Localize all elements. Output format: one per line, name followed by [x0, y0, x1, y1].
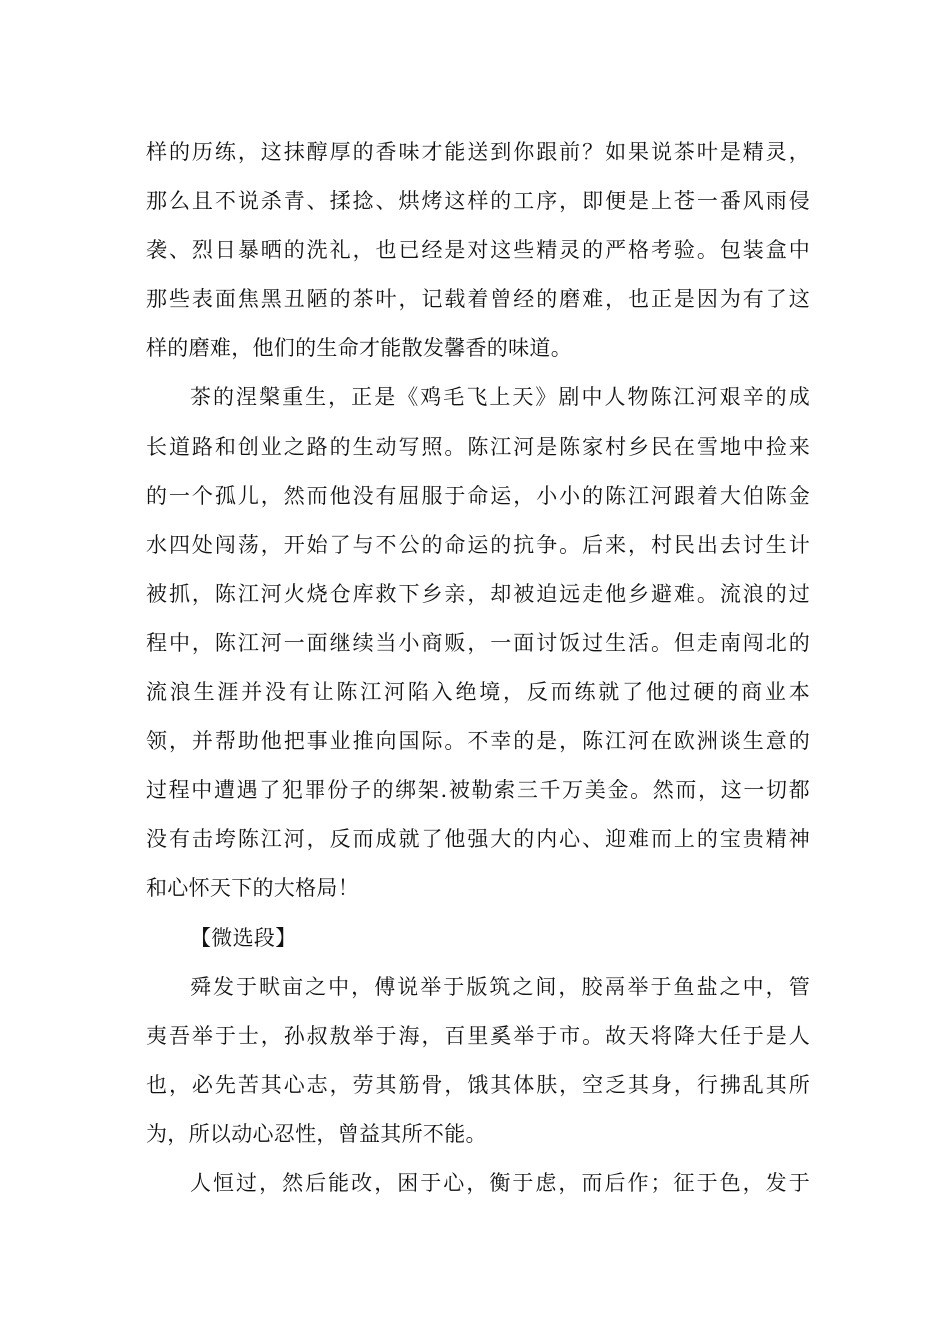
text-line: 样的历练，这抹醇厚的香味才能送到你跟前？如果说茶叶是精灵， [146, 140, 810, 164]
text-line: 为，所以动心忍性，曾益其所不能。 [146, 1121, 487, 1146]
section-label-excerpt [146, 914, 810, 963]
text-line: 样的磨难，他们的生命才能散发馨香的味道。 [146, 336, 572, 361]
text-line: 和心怀天下的大格局！ [146, 876, 359, 901]
text-line: 夷吾举于士，孙叔敖举于海，百里奚举于市。故天将降大任于是人 [146, 1023, 810, 1048]
paragraph-mencius-continued [146, 1159, 810, 1208]
text-line: 长道路和创业之路的生动写照。陈江河是陈家村乡民在雪地中捡来 [146, 434, 810, 459]
paragraph-mencius-excerpt [146, 963, 810, 1159]
text-line: 舜发于畎亩之中，傅说举于版筑之间，胶鬲举于鱼盐之中，管 [190, 974, 810, 999]
text-line: 过程中遭遇了犯罪份子的绑架.被勒索三千万美金。然而，这一切都 [146, 778, 810, 803]
text-line: 没有击垮陈江河，反而成就了他强大的内心、迎难而上的宝贵精神 [146, 827, 810, 852]
text-line: 袭、烈日暴晒的洗礼，也已经是对这些精灵的严格考验。包装盒中 [146, 238, 810, 263]
text-line: 领，并帮助他把事业推向国际。不幸的是，陈江河在欧洲谈生意的 [146, 729, 810, 754]
section-heading: 【微选段】 [190, 925, 297, 950]
text-line: 程中，陈江河一面继续当小商贩，一面讨饭过生活。但走南闯北的 [146, 630, 810, 655]
text-line: 被抓，陈江河火烧仓库救下乡亲，却被迫远走他乡避难。流浪的过 [146, 581, 810, 606]
document-body [146, 128, 810, 1208]
text-line: 那么且不说杀青、揉捻、烘烤这样的工序，即便是上苍一番风雨侵 [146, 189, 810, 214]
paragraph-chen-jianghe [146, 373, 810, 913]
text-line: 人恒过，然后能改，困于心，衡于虑，而后作；征于色，发于 [190, 1170, 810, 1195]
text-line: 流浪生涯并没有让陈江河陷入绝境，反而练就了他过硬的商业本 [146, 680, 810, 705]
text-line: 那些表面焦黑丑陋的茶叶，记载着曾经的磨难，也正是因为有了这 [146, 287, 810, 312]
text-line: 茶的涅槃重生，正是《鸡毛飞上天》剧中人物陈江河艰辛的成 [190, 385, 810, 410]
text-line: 也，必先苦其心志，劳其筋骨，饿其体肤，空乏其身，行拂乱其所 [146, 1072, 810, 1097]
paragraph-tea-ordeal [146, 128, 810, 373]
text-line: 的一个孤儿，然而他没有屈服于命运，小小的陈江河跟着大伯陈金 [146, 483, 810, 508]
text-line: 水四处闯荡，开始了与不公的命运的抗争。后来，村民出去讨生计 [146, 532, 810, 557]
